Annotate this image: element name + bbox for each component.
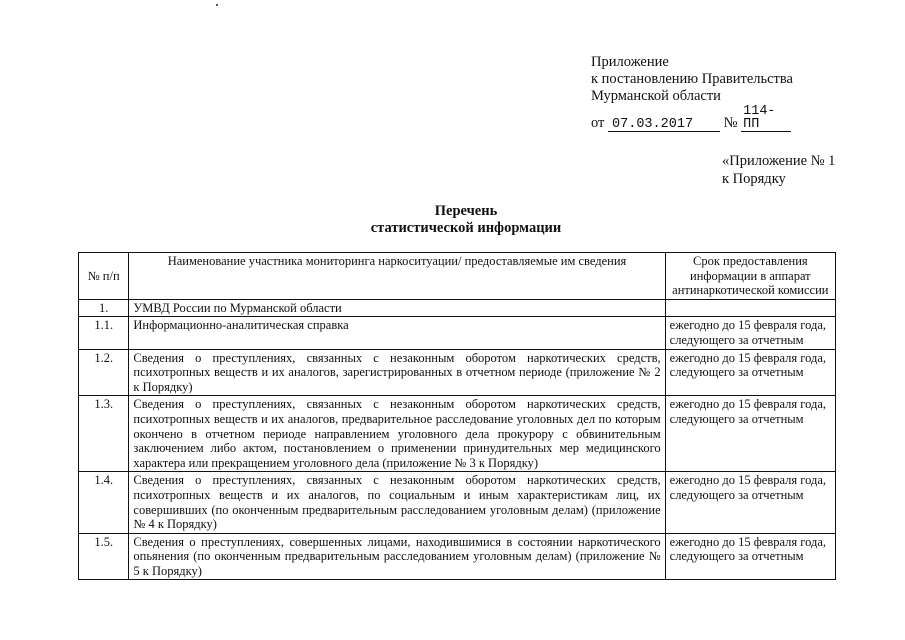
scan-speck [216, 4, 218, 6]
number-label: № [723, 115, 738, 131]
section-name: УМВД России по Мурманской области [129, 299, 665, 317]
row-term: ежегодно до 15 февраля года, следующего за отчетным [665, 472, 835, 533]
document-title [349, 203, 583, 237]
table-row [79, 533, 836, 580]
section-row [79, 299, 836, 317]
approval-date-line [591, 105, 793, 132]
annex-line-1: «Приложение № 1 [722, 153, 836, 169]
header-name: Наименование участника мониторинга наркоситуации/ предоставляемые им сведения [129, 253, 665, 300]
row-no: 1.3. [79, 396, 129, 472]
approval-line-1: Приложение [591, 54, 669, 70]
section-term [665, 299, 835, 317]
row-no: 1.1. [79, 317, 129, 349]
table-row [79, 472, 836, 533]
row-no: 1.4. [79, 472, 129, 533]
table-row [79, 396, 836, 472]
approval-block [591, 54, 793, 132]
row-name: Сведения о преступлениях, совершенных лицами, находившимися в состоянии наркотического опьянения (по оконченным предварительным расследованием уголовным делам) (приложение № 5 к Порядку) [129, 533, 665, 580]
annex-line-2: к Порядку [722, 171, 786, 187]
header-term: Срок предоставления информации в аппарат антинаркотической комиссии [665, 253, 835, 300]
annex-reference [722, 152, 835, 188]
approval-line-2: к постановлению Правительства [591, 71, 793, 87]
statistics-table [78, 252, 836, 580]
table-header-row [79, 253, 836, 300]
row-no: 1.2. [79, 349, 129, 396]
row-name: Сведения о преступлениях, связанных с незаконным оборотом наркотических средств, психотропных веществ и их аналогов, предварительное расследование уголовных дел по которым окончено в отчетном периоде направлением уголовного дела прокурору с обвинительным заключением либо актом, постановлением о применении принудительных мер медицинского характера или прекращением уголовного дела (приложение № 3 к Порядку) [129, 396, 665, 472]
table-row [79, 349, 836, 396]
row-term: ежегодно до 15 февраля года, следующего за отчетным [665, 349, 835, 396]
from-label: от [591, 115, 605, 131]
approval-line-3: Мурманской области [591, 88, 721, 104]
row-name: Сведения о преступлениях, связанных с незаконным оборотом наркотических средств, психотропных веществ и их аналогов, по социальным и иным характеристикам лиц, их совершивших (по оконченным предварительным расследованием уголовным делам) (приложение № 4 к Порядку) [129, 472, 665, 533]
table-row [79, 317, 836, 349]
approval-date: 07.03.2017 [608, 118, 720, 132]
title-line-1: Перечень [434, 203, 498, 219]
row-no: 1.5. [79, 533, 129, 580]
row-term: ежегодно до 15 февраля года, следующего за отчетным [665, 396, 835, 472]
row-term: ежегодно до 15 февраля года, следующего за отчетным [665, 317, 835, 349]
row-term: ежегодно до 15 февраля года, следующего за отчетным [665, 533, 835, 580]
row-name: Сведения о преступлениях, связанных с незаконным оборотом наркотических средств, психотропных веществ и их аналогов, зарегистрированных в отчетном периоде (приложение № 2 к Порядку) [129, 349, 665, 396]
header-no: № п/п [79, 253, 129, 300]
row-name: Информационно-аналитическая справка [129, 317, 665, 349]
section-no: 1. [79, 299, 129, 317]
title-line-2: статистической информации [370, 220, 562, 236]
approval-number: 114-ПП [741, 105, 791, 132]
